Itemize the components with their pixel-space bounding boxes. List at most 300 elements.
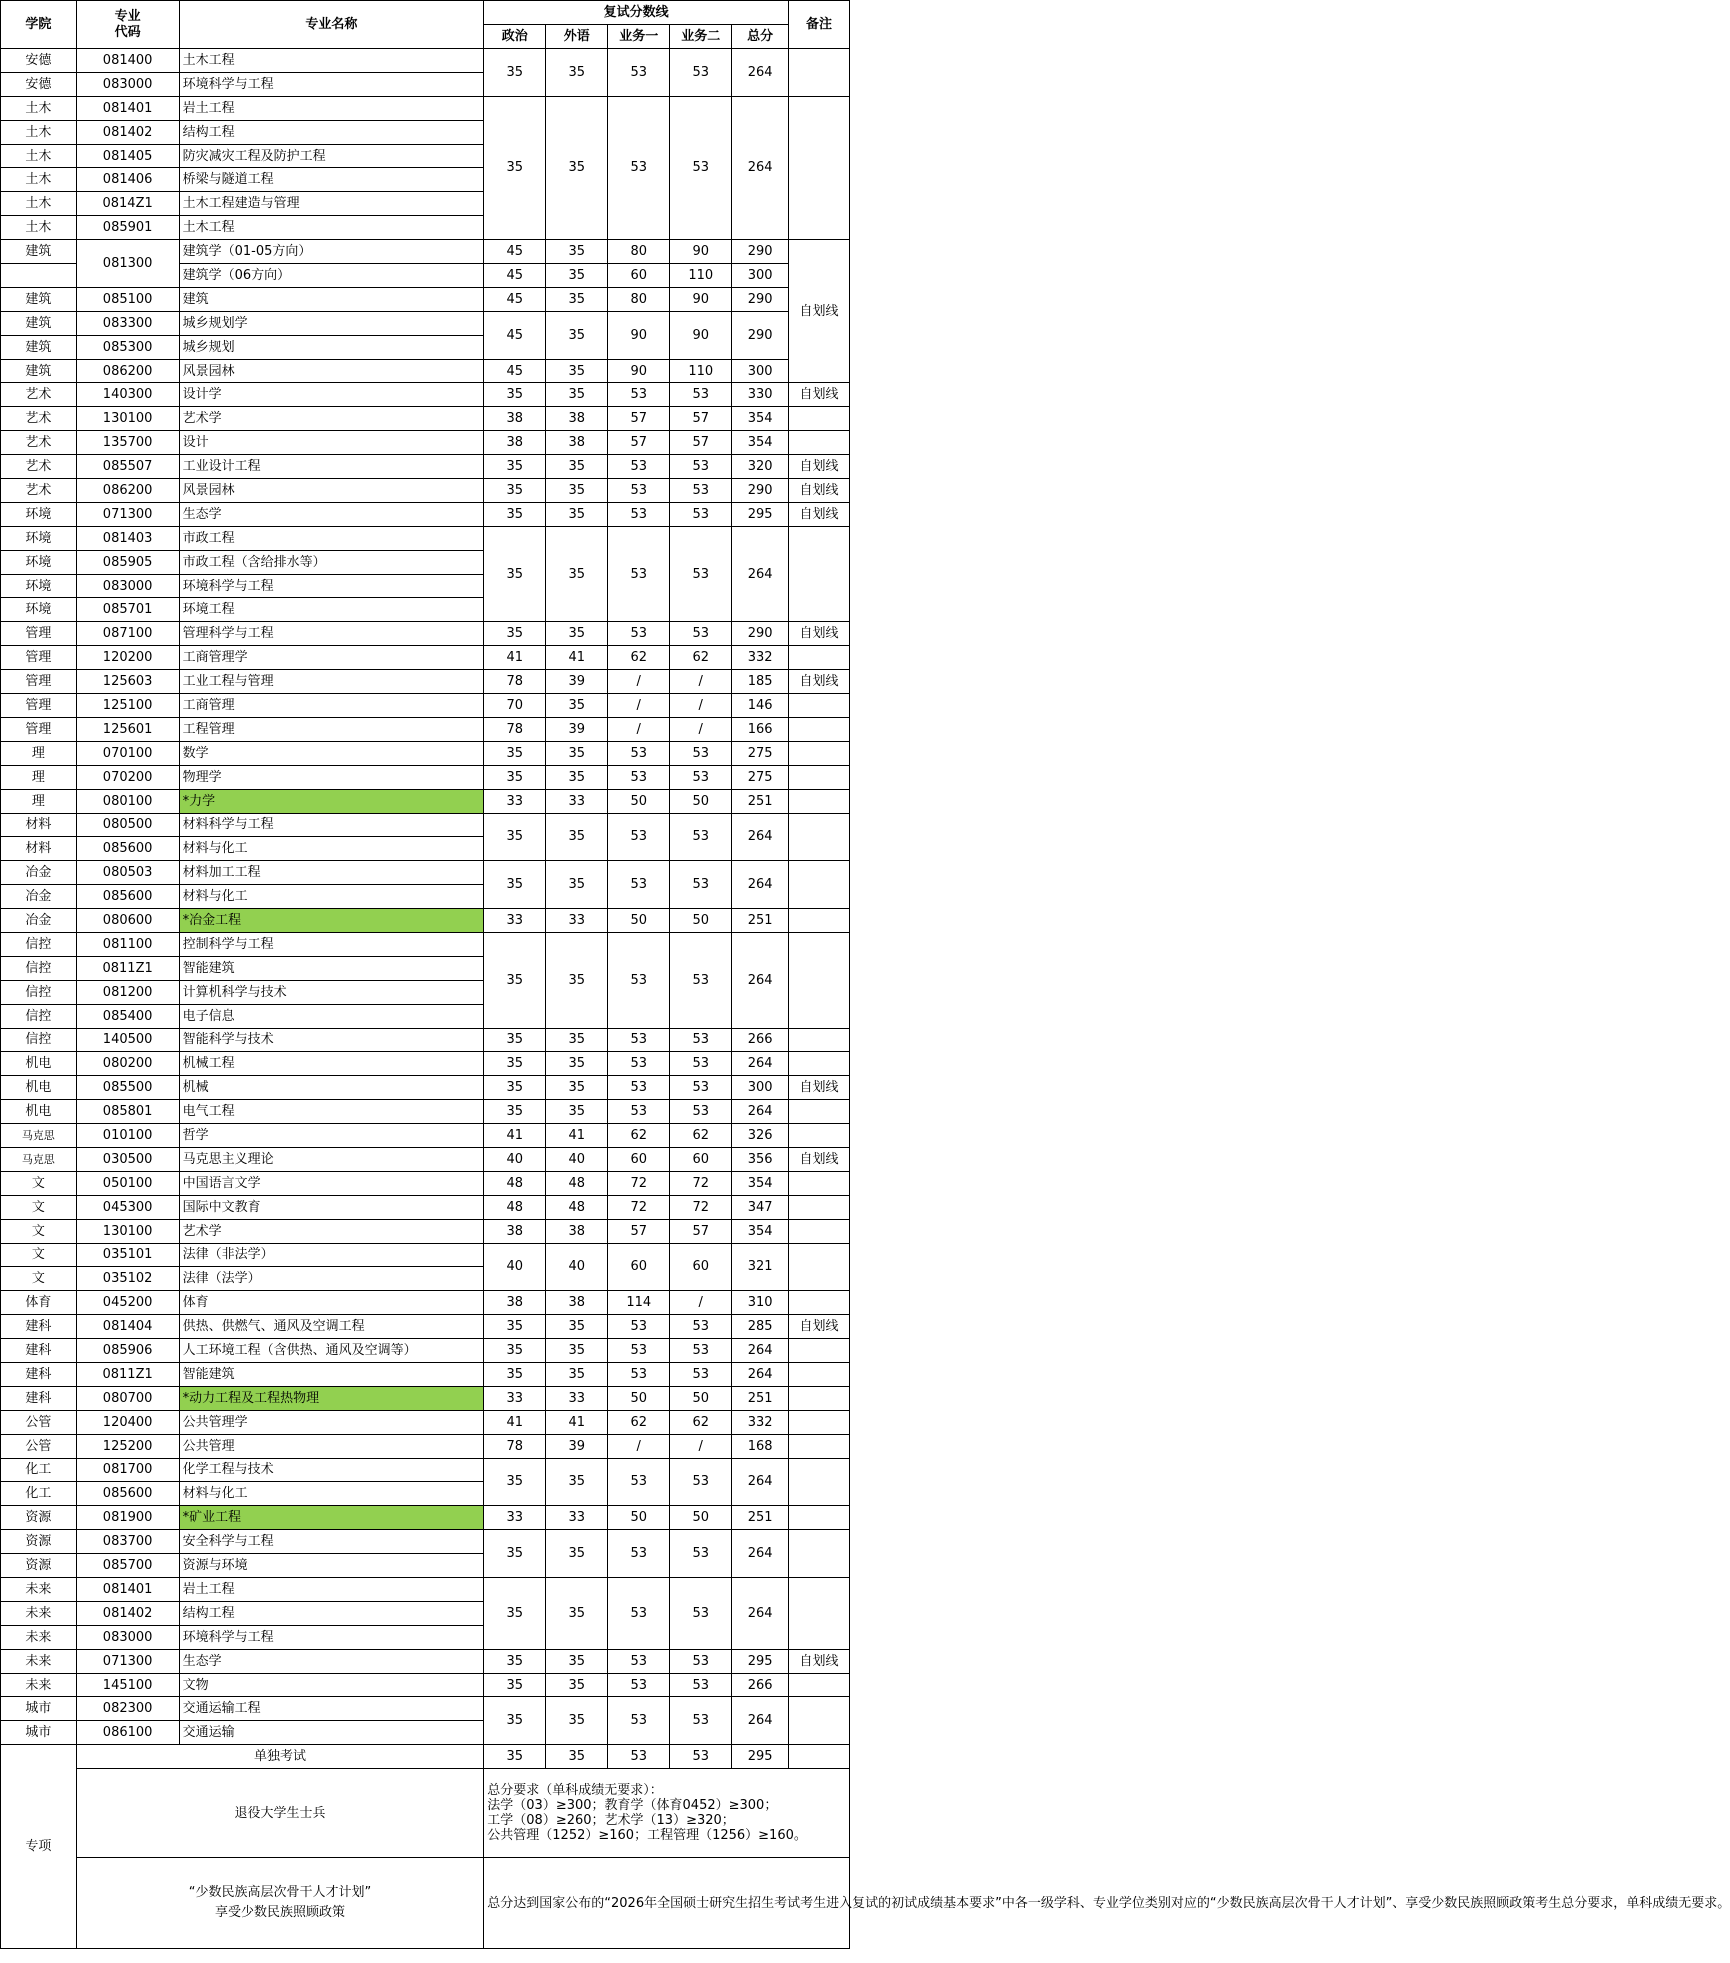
school-cell: 艺术 bbox=[1, 479, 77, 503]
score-f-cell: 35 bbox=[546, 1339, 608, 1363]
table-row bbox=[1, 407, 850, 431]
table-row bbox=[1, 455, 850, 479]
table-row bbox=[1, 1243, 850, 1267]
score-t-cell: 275 bbox=[732, 741, 789, 765]
score-f-cell: 35 bbox=[546, 240, 608, 264]
score-f-cell: 33 bbox=[546, 1506, 608, 1530]
school-cell: 公管 bbox=[1, 1410, 77, 1434]
school-cell: 材料 bbox=[1, 813, 77, 837]
school-cell: 理 bbox=[1, 741, 77, 765]
score-p-cell: 45 bbox=[484, 240, 546, 264]
major-name-cell: *力学 bbox=[179, 789, 484, 813]
score-f-cell: 41 bbox=[546, 646, 608, 670]
code-cell: 081700 bbox=[76, 1458, 179, 1482]
score-t-cell: 264 bbox=[732, 526, 789, 622]
score-t-cell: 251 bbox=[732, 789, 789, 813]
table-row bbox=[1, 1410, 850, 1434]
code-cell: 135700 bbox=[76, 431, 179, 455]
score-t-cell: 251 bbox=[732, 1506, 789, 1530]
major-name-cell: 电气工程 bbox=[179, 1100, 484, 1124]
score-p-cell: 35 bbox=[484, 1697, 546, 1745]
note-cell bbox=[789, 932, 850, 1028]
code-cell: 081402 bbox=[76, 1601, 179, 1625]
note-cell: 自划线 bbox=[789, 1649, 850, 1673]
score-f-cell: 35 bbox=[546, 1673, 608, 1697]
code-cell: 080503 bbox=[76, 861, 179, 885]
score-t-cell: 356 bbox=[732, 1147, 789, 1171]
school-cell: 管理 bbox=[1, 646, 77, 670]
score-p-cell: 78 bbox=[484, 1434, 546, 1458]
table-row bbox=[1, 861, 850, 885]
score-p-cell: 70 bbox=[484, 694, 546, 718]
major-name-cell: 交通运输 bbox=[179, 1721, 484, 1745]
score-s1-cell: 57 bbox=[608, 407, 670, 431]
score-s1-cell: 53 bbox=[608, 1100, 670, 1124]
code-cell: 045200 bbox=[76, 1291, 179, 1315]
major-name-cell: 工商管理学 bbox=[179, 646, 484, 670]
score-s2-cell: 53 bbox=[670, 1028, 732, 1052]
code-cell: 130100 bbox=[76, 1219, 179, 1243]
major-name-cell: 供热、供燃气、通风及空调工程 bbox=[179, 1315, 484, 1339]
school-cell: 土木 bbox=[1, 120, 77, 144]
score-s1-cell: 50 bbox=[608, 1386, 670, 1410]
major-name-cell: 机械工程 bbox=[179, 1052, 484, 1076]
table-row bbox=[1, 287, 850, 311]
code-cell: 085906 bbox=[76, 1339, 179, 1363]
table-row bbox=[1, 1076, 850, 1100]
score-p-cell: 33 bbox=[484, 1386, 546, 1410]
score-f-cell: 41 bbox=[546, 1410, 608, 1434]
score-p-cell: 35 bbox=[484, 1578, 546, 1650]
score-f-cell: 39 bbox=[546, 1434, 608, 1458]
score-p-cell: 35 bbox=[484, 1052, 546, 1076]
score-p-cell: 38 bbox=[484, 407, 546, 431]
score-f-cell: 33 bbox=[546, 1386, 608, 1410]
table-row bbox=[1, 1195, 850, 1219]
major-name-cell: 市政工程（含给排水等） bbox=[179, 550, 484, 574]
major-name-cell: 控制科学与工程 bbox=[179, 932, 484, 956]
table-row bbox=[1, 1339, 850, 1363]
score-s2-cell: 53 bbox=[670, 1673, 732, 1697]
code-cell: 083300 bbox=[76, 311, 179, 335]
table-row bbox=[1, 622, 850, 646]
code-cell: 085801 bbox=[76, 1100, 179, 1124]
code-cell: 140500 bbox=[76, 1028, 179, 1052]
score-p-cell: 35 bbox=[484, 622, 546, 646]
school-cell: 管理 bbox=[1, 622, 77, 646]
score-s1-cell: 62 bbox=[608, 1410, 670, 1434]
score-s1-cell: 50 bbox=[608, 1506, 670, 1530]
score-f-cell: 38 bbox=[546, 1219, 608, 1243]
header-score-group: 复试分数线 bbox=[484, 1, 789, 25]
score-f-cell: 35 bbox=[546, 622, 608, 646]
score-t-cell: 264 bbox=[732, 1530, 789, 1578]
table-row bbox=[1, 1124, 850, 1148]
score-s2-cell: 53 bbox=[670, 1100, 732, 1124]
table-row bbox=[1, 741, 850, 765]
major-name-cell: 城乡规划 bbox=[179, 335, 484, 359]
school-cell: 环境 bbox=[1, 574, 77, 598]
score-p-cell: 40 bbox=[484, 1243, 546, 1291]
table-row bbox=[1, 49, 850, 73]
score-t-cell: 275 bbox=[732, 765, 789, 789]
school-cell: 文 bbox=[1, 1267, 77, 1291]
special-single-row bbox=[1, 1745, 850, 1769]
score-f-cell: 40 bbox=[546, 1243, 608, 1291]
score-s1-cell: 53 bbox=[608, 1028, 670, 1052]
table-row bbox=[1, 1362, 850, 1386]
score-p-cell: 45 bbox=[484, 264, 546, 288]
score-p-cell: 35 bbox=[484, 1649, 546, 1673]
single-score-p-cell: 35 bbox=[484, 1745, 546, 1769]
major-name-cell: 公共管理 bbox=[179, 1434, 484, 1458]
table-row bbox=[1, 694, 850, 718]
school-cell: 安德 bbox=[1, 49, 77, 73]
school-cell: 土木 bbox=[1, 216, 77, 240]
school-cell: 环境 bbox=[1, 598, 77, 622]
school-cell: 建筑 bbox=[1, 311, 77, 335]
code-cell: 120400 bbox=[76, 1410, 179, 1434]
score-s1-cell: 53 bbox=[608, 1339, 670, 1363]
major-name-cell: 土木工程 bbox=[179, 49, 484, 73]
code-cell: 081401 bbox=[76, 1578, 179, 1602]
code-cell: 085600 bbox=[76, 885, 179, 909]
school-cell: 建筑 bbox=[1, 359, 77, 383]
school-cell bbox=[1, 264, 77, 288]
table-row bbox=[1, 1697, 850, 1721]
score-t-cell: 354 bbox=[732, 431, 789, 455]
school-cell: 管理 bbox=[1, 670, 77, 694]
score-s1-cell: 114 bbox=[608, 1291, 670, 1315]
school-cell: 艺术 bbox=[1, 455, 77, 479]
special-label-cell: 专项 bbox=[1, 1745, 77, 1949]
score-s2-cell: / bbox=[670, 694, 732, 718]
header-sub1: 业务一 bbox=[608, 25, 670, 49]
score-p-cell: 35 bbox=[484, 1315, 546, 1339]
score-s2-cell: 50 bbox=[670, 909, 732, 933]
table-row bbox=[1, 1386, 850, 1410]
score-f-cell: 33 bbox=[546, 789, 608, 813]
score-s1-cell: 53 bbox=[608, 1362, 670, 1386]
score-t-cell: 290 bbox=[732, 311, 789, 359]
school-cell: 文 bbox=[1, 1171, 77, 1195]
major-name-cell: 结构工程 bbox=[179, 1601, 484, 1625]
score-s2-cell: 53 bbox=[670, 813, 732, 861]
score-s2-cell: 53 bbox=[670, 96, 732, 239]
major-name-cell: 设计 bbox=[179, 431, 484, 455]
code-cell: 130100 bbox=[76, 407, 179, 431]
table-row bbox=[1, 1171, 850, 1195]
score-s1-cell: / bbox=[608, 670, 670, 694]
major-name-cell: 体育 bbox=[179, 1291, 484, 1315]
code-cell: 071300 bbox=[76, 1649, 179, 1673]
school-cell: 化工 bbox=[1, 1482, 77, 1506]
note-cell: 自划线 bbox=[789, 1315, 850, 1339]
score-t-cell: 347 bbox=[732, 1195, 789, 1219]
score-s1-cell: 62 bbox=[608, 646, 670, 670]
code-cell: 086100 bbox=[76, 1721, 179, 1745]
major-name-cell: 生态学 bbox=[179, 1649, 484, 1673]
score-s2-cell: 72 bbox=[670, 1171, 732, 1195]
major-name-cell: *冶金工程 bbox=[179, 909, 484, 933]
school-cell: 未来 bbox=[1, 1649, 77, 1673]
score-f-cell: 38 bbox=[546, 431, 608, 455]
score-s2-cell: 53 bbox=[670, 1578, 732, 1650]
score-s1-cell: 53 bbox=[608, 455, 670, 479]
score-t-cell: 264 bbox=[732, 1458, 789, 1506]
score-s1-cell: 53 bbox=[608, 526, 670, 622]
score-f-cell: 35 bbox=[546, 1649, 608, 1673]
school-cell: 建筑 bbox=[1, 335, 77, 359]
score-p-cell: 35 bbox=[484, 479, 546, 503]
score-s1-cell: 57 bbox=[608, 431, 670, 455]
score-s2-cell: 110 bbox=[670, 359, 732, 383]
score-f-cell: 35 bbox=[546, 813, 608, 861]
score-s2-cell: 57 bbox=[670, 407, 732, 431]
note-cell bbox=[789, 431, 850, 455]
score-s2-cell: 90 bbox=[670, 240, 732, 264]
score-f-cell: 35 bbox=[546, 932, 608, 1028]
major-name-cell: 建筑学（06方向） bbox=[179, 264, 484, 288]
major-name-cell: 中国语言文学 bbox=[179, 1171, 484, 1195]
school-cell: 信控 bbox=[1, 980, 77, 1004]
score-p-cell: 48 bbox=[484, 1171, 546, 1195]
score-s1-cell: 60 bbox=[608, 1243, 670, 1291]
school-cell: 艺术 bbox=[1, 407, 77, 431]
single-score-s2-cell: 53 bbox=[670, 1745, 732, 1769]
code-cell: 080100 bbox=[76, 789, 179, 813]
table-row bbox=[1, 502, 850, 526]
score-f-cell: 35 bbox=[546, 1315, 608, 1339]
major-name-cell: 机械 bbox=[179, 1076, 484, 1100]
major-name-cell: 材料与化工 bbox=[179, 837, 484, 861]
major-name-cell: 安全科学与工程 bbox=[179, 1530, 484, 1554]
table-row bbox=[1, 1147, 850, 1171]
score-s2-cell: 57 bbox=[670, 1219, 732, 1243]
major-name-cell: 生态学 bbox=[179, 502, 484, 526]
code-cell: 081402 bbox=[76, 120, 179, 144]
code-cell: 085901 bbox=[76, 216, 179, 240]
score-p-cell: 35 bbox=[484, 49, 546, 97]
major-name-cell: 工业工程与管理 bbox=[179, 670, 484, 694]
school-cell: 土木 bbox=[1, 192, 77, 216]
note-cell: 自划线 bbox=[789, 1076, 850, 1100]
school-cell: 冶金 bbox=[1, 885, 77, 909]
score-s1-cell: 62 bbox=[608, 1124, 670, 1148]
score-t-cell: 290 bbox=[732, 240, 789, 264]
score-s1-cell: 90 bbox=[608, 311, 670, 359]
note-cell bbox=[789, 1052, 850, 1076]
veteran-requirement-cell: 总分要求（单科成绩无要求）： 法学（03）≥300；教育学（体育0452）≥300； 工学（08）≥260；艺术学（13）≥320； 公共管理（1252）≥160；工程管理（1256）≥160。 bbox=[484, 1769, 850, 1858]
school-cell: 城市 bbox=[1, 1697, 77, 1721]
score-p-cell: 35 bbox=[484, 455, 546, 479]
score-t-cell: 332 bbox=[732, 646, 789, 670]
major-name-cell: 计算机科学与技术 bbox=[179, 980, 484, 1004]
major-name-cell: 土木工程 bbox=[179, 216, 484, 240]
school-cell: 材料 bbox=[1, 837, 77, 861]
score-t-cell: 264 bbox=[732, 1052, 789, 1076]
note-cell bbox=[789, 909, 850, 933]
score-s1-cell: 53 bbox=[608, 1076, 670, 1100]
school-cell: 信控 bbox=[1, 932, 77, 956]
table-row bbox=[1, 932, 850, 956]
code-cell: 035102 bbox=[76, 1267, 179, 1291]
note-cell: 自划线 bbox=[789, 383, 850, 407]
school-cell: 冶金 bbox=[1, 909, 77, 933]
school-cell: 资源 bbox=[1, 1530, 77, 1554]
code-cell: 045300 bbox=[76, 1195, 179, 1219]
score-t-cell: 310 bbox=[732, 1291, 789, 1315]
note-cell bbox=[789, 1219, 850, 1243]
school-cell: 艺术 bbox=[1, 383, 77, 407]
code-cell: 085600 bbox=[76, 837, 179, 861]
major-name-cell: 化学工程与技术 bbox=[179, 1458, 484, 1482]
major-name-cell: 土木工程建造与管理 bbox=[179, 192, 484, 216]
score-s1-cell: 50 bbox=[608, 909, 670, 933]
score-s2-cell: / bbox=[670, 1434, 732, 1458]
header-name: 专业名称 bbox=[179, 1, 484, 49]
code-cell: 081406 bbox=[76, 168, 179, 192]
score-p-cell: 35 bbox=[484, 526, 546, 622]
school-cell: 环境 bbox=[1, 526, 77, 550]
score-p-cell: 45 bbox=[484, 287, 546, 311]
major-name-cell: 智能建筑 bbox=[179, 956, 484, 980]
code-cell: 080700 bbox=[76, 1386, 179, 1410]
note-cell bbox=[789, 789, 850, 813]
score-p-cell: 41 bbox=[484, 1124, 546, 1148]
score-t-cell: 295 bbox=[732, 502, 789, 526]
school-cell: 未来 bbox=[1, 1601, 77, 1625]
header-politics: 政治 bbox=[484, 25, 546, 49]
major-name-cell: 文物 bbox=[179, 1673, 484, 1697]
score-t-cell: 354 bbox=[732, 407, 789, 431]
code-cell: 125200 bbox=[76, 1434, 179, 1458]
score-p-cell: 45 bbox=[484, 359, 546, 383]
major-name-cell: *动力工程及工程热物理 bbox=[179, 1386, 484, 1410]
note-cell: 自划线 bbox=[789, 1147, 850, 1171]
score-s2-cell: 53 bbox=[670, 1339, 732, 1363]
score-p-cell: 35 bbox=[484, 1100, 546, 1124]
code-cell: 086200 bbox=[76, 479, 179, 503]
score-t-cell: 300 bbox=[732, 359, 789, 383]
score-p-cell: 35 bbox=[484, 741, 546, 765]
score-f-cell: 48 bbox=[546, 1171, 608, 1195]
table-row bbox=[1, 1434, 850, 1458]
note-cell bbox=[789, 49, 850, 97]
header-sub2: 业务二 bbox=[670, 25, 732, 49]
school-cell: 未来 bbox=[1, 1673, 77, 1697]
score-s2-cell: 53 bbox=[670, 622, 732, 646]
code-cell: 081100 bbox=[76, 932, 179, 956]
code-cell: 081400 bbox=[76, 49, 179, 73]
score-f-cell: 38 bbox=[546, 1291, 608, 1315]
score-s2-cell: 53 bbox=[670, 765, 732, 789]
score-s1-cell: 60 bbox=[608, 264, 670, 288]
table-row bbox=[1, 1315, 850, 1339]
note-cell bbox=[789, 1124, 850, 1148]
code-cell: 125100 bbox=[76, 694, 179, 718]
score-f-cell: 35 bbox=[546, 765, 608, 789]
school-cell: 资源 bbox=[1, 1554, 77, 1578]
major-name-cell: 城乡规划学 bbox=[179, 311, 484, 335]
code-cell: 082300 bbox=[76, 1697, 179, 1721]
school-cell: 城市 bbox=[1, 1721, 77, 1745]
code-cell: 083000 bbox=[76, 72, 179, 96]
score-s2-cell: 53 bbox=[670, 455, 732, 479]
score-s1-cell: / bbox=[608, 694, 670, 718]
school-cell: 信控 bbox=[1, 956, 77, 980]
header-code: 专业 代码 bbox=[76, 1, 179, 49]
note-cell bbox=[789, 717, 850, 741]
school-cell: 建科 bbox=[1, 1362, 77, 1386]
score-t-cell: 264 bbox=[732, 1339, 789, 1363]
score-p-cell: 35 bbox=[484, 765, 546, 789]
score-t-cell: 290 bbox=[732, 287, 789, 311]
score-s2-cell: / bbox=[670, 717, 732, 741]
score-p-cell: 35 bbox=[484, 861, 546, 909]
major-name-cell: 材料与化工 bbox=[179, 1482, 484, 1506]
major-name-cell: 环境工程 bbox=[179, 598, 484, 622]
school-cell: 建筑 bbox=[1, 240, 77, 264]
code-cell: 140300 bbox=[76, 383, 179, 407]
score-t-cell: 264 bbox=[732, 1362, 789, 1386]
school-cell: 环境 bbox=[1, 502, 77, 526]
code-cell: 120200 bbox=[76, 646, 179, 670]
code-cell: 086200 bbox=[76, 359, 179, 383]
school-cell: 机电 bbox=[1, 1076, 77, 1100]
single-score-f-cell: 35 bbox=[546, 1745, 608, 1769]
score-p-cell: 41 bbox=[484, 646, 546, 670]
code-cell: 080500 bbox=[76, 813, 179, 837]
score-f-cell: 40 bbox=[546, 1147, 608, 1171]
score-f-cell: 35 bbox=[546, 502, 608, 526]
score-s2-cell: 50 bbox=[670, 789, 732, 813]
note-cell bbox=[789, 1673, 850, 1697]
major-name-cell: 马克思主义理论 bbox=[179, 1147, 484, 1171]
special-veteran-row bbox=[1, 1769, 850, 1858]
code-cell: 010100 bbox=[76, 1124, 179, 1148]
score-s2-cell: 90 bbox=[670, 311, 732, 359]
score-f-cell: 35 bbox=[546, 455, 608, 479]
veteran-cell: 退役大学生士兵 bbox=[76, 1769, 484, 1858]
code-cell: 145100 bbox=[76, 1673, 179, 1697]
note-cell bbox=[789, 1195, 850, 1219]
code-cell: 083000 bbox=[76, 1625, 179, 1649]
major-name-cell: 桥梁与隧道工程 bbox=[179, 168, 484, 192]
note-cell bbox=[789, 1243, 850, 1291]
minority-requirement-cell: 总分达到国家公布的“2026年全国硕士研究生招生考试考生进入复试的初试成绩基本要求”中各一级学科、专业学位类别对应的“少数民族高层次骨干人才计划”、享受少数民族照顾政策考生总分要求，单科成绩无要求。 bbox=[484, 1858, 850, 1949]
score-s2-cell: 50 bbox=[670, 1386, 732, 1410]
code-cell: 081200 bbox=[76, 980, 179, 1004]
table-row bbox=[1, 311, 850, 335]
score-t-cell: 295 bbox=[732, 1649, 789, 1673]
major-name-cell: 电子信息 bbox=[179, 1004, 484, 1028]
score-p-cell: 48 bbox=[484, 1195, 546, 1219]
code-cell: 035101 bbox=[76, 1243, 179, 1267]
score-t-cell: 166 bbox=[732, 717, 789, 741]
note-cell: 自划线 bbox=[789, 479, 850, 503]
code-cell: 085507 bbox=[76, 455, 179, 479]
code-cell: 081405 bbox=[76, 144, 179, 168]
score-f-cell: 35 bbox=[546, 1530, 608, 1578]
major-name-cell: 材料科学与工程 bbox=[179, 813, 484, 837]
score-p-cell: 38 bbox=[484, 1219, 546, 1243]
score-s2-cell: 53 bbox=[670, 1458, 732, 1506]
table-row bbox=[1, 96, 850, 120]
code-cell: 080200 bbox=[76, 1052, 179, 1076]
score-t-cell: 320 bbox=[732, 455, 789, 479]
score-s2-cell: / bbox=[670, 1291, 732, 1315]
